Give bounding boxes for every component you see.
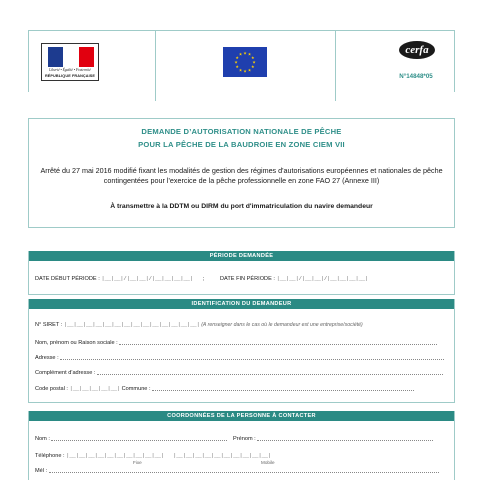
cerfa-number: N°14848*05 [399,73,433,80]
svg-text:★: ★ [234,59,238,65]
section-periode [28,251,455,295]
date-debut-label: DATE DÉBUT PÉRIODE : [35,276,100,282]
code-postal-row [35,385,448,392]
telephone-fixe-caption: Fixe [133,460,142,465]
siret-row [35,321,448,328]
svg-text:★: ★ [243,68,247,74]
contact-prenom-field[interactable] [257,435,433,441]
mel-row [35,467,448,474]
complement-adresse-label: Complément d'adresse : [35,370,96,376]
siret-label: N° SIRET : [35,322,63,328]
svg-text:★: ★ [238,51,243,57]
svg-text:★: ★ [247,67,252,73]
contact-nom-row [35,435,448,442]
svg-text:★: ★ [251,64,255,69]
svg-text:★: ★ [251,55,255,60]
form-title-line2: POUR LA PÊCHE DE LA BAUDROIE EN ZONE CIEM VII [138,140,345,149]
form-title-line1: DEMANDE D’AUTORISATION NATIONALE DE PÊCHE [141,127,342,136]
date-separator: ; [202,276,205,282]
section-contact [28,411,455,480]
telephone-row [35,452,448,459]
transmit-instruction: À transmettre à la DDTM ou DIRM du port d'immatriculation du navire demandeur [110,203,373,210]
siret-hint: (A renseigner dans le cas où le demandeur est une entreprise/société) [201,322,363,328]
section-identification [28,299,455,403]
telephone-label: Téléphone : [35,453,65,459]
cerfa-logo: cerfa [399,41,435,59]
contact-nom-field[interactable] [51,435,227,441]
svg-text:★: ★ [247,51,252,57]
section-heading-contact: COORDONNÉES DE LA PERSONNE À CONTACTER [29,411,454,421]
eu-flag-icon [223,47,267,77]
telephone-mobile-input[interactable]: |__|__|__|__|__|__|__|__|__|__| [173,452,271,459]
header-box [28,30,455,92]
telephone-mobile-caption: Mobile [261,460,275,465]
section-heading-periode: PÉRIODE DEMANDÉE [29,251,454,261]
code-postal-input[interactable]: |__|__|__|__|__| [69,385,121,392]
commune-field[interactable] [152,385,414,391]
republic-motto: Liberté • Égalité • Fraternité [49,68,91,72]
adresse-label: Adresse : [35,355,59,361]
nom-raison-sociale-field[interactable] [119,339,437,345]
mel-field[interactable] [49,467,439,473]
svg-text:★: ★ [235,55,239,60]
arrete-reference: Arrêté du 27 mai 2016 modifié fixant les modalités de gestion des régimes d'autorisations européennes et nationales de pêche contingentées pour l'exercice de la pêche professionnelle en zone FAO 27 (Annexe III) [40,166,443,185]
date-fin-label: DATE FIN PÉRIODE : [220,276,275,282]
french-flag-icon [48,47,94,67]
svg-text:★: ★ [238,67,243,73]
mel-label: Mél : [35,468,48,474]
code-postal-label: Code postal : [35,386,68,392]
complement-adresse-field[interactable] [97,369,443,375]
section-heading-identification: IDENTIFICATION DU DEMANDEUR [29,299,454,309]
date-fin-input[interactable]: |__|__|/|__|__|/|__|__|__|__| [276,275,369,282]
adresse-field[interactable] [60,354,444,360]
contact-nom-label: Nom : [35,436,50,442]
svg-text:★: ★ [243,50,247,56]
adresse-row [35,354,448,361]
republic-name: RÉPUBLIQUE FRANÇAISE [44,74,96,78]
nom-raison-sociale-label: Nom, prénom ou Raison sociale : [35,340,118,346]
title-box [28,118,455,228]
complement-row [35,369,448,376]
svg-text:★: ★ [252,59,256,65]
contact-prenom-label: Prénom : [233,436,256,442]
periode-row [35,275,448,282]
date-debut-input[interactable]: |__|__|/|__|__|/|__|__|__|__| [101,275,193,282]
siret-input[interactable]: |__|__|__|__|__|__|__|__|__|__|__|__|__|__| [63,321,200,328]
svg-text:★: ★ [235,64,239,69]
marianne-logo [41,43,99,81]
commune-label: Commune : [121,386,151,392]
nom-row [35,339,448,346]
telephone-fixe-input[interactable]: |__|__|__|__|__|__|__|__|__|__| [66,452,164,459]
